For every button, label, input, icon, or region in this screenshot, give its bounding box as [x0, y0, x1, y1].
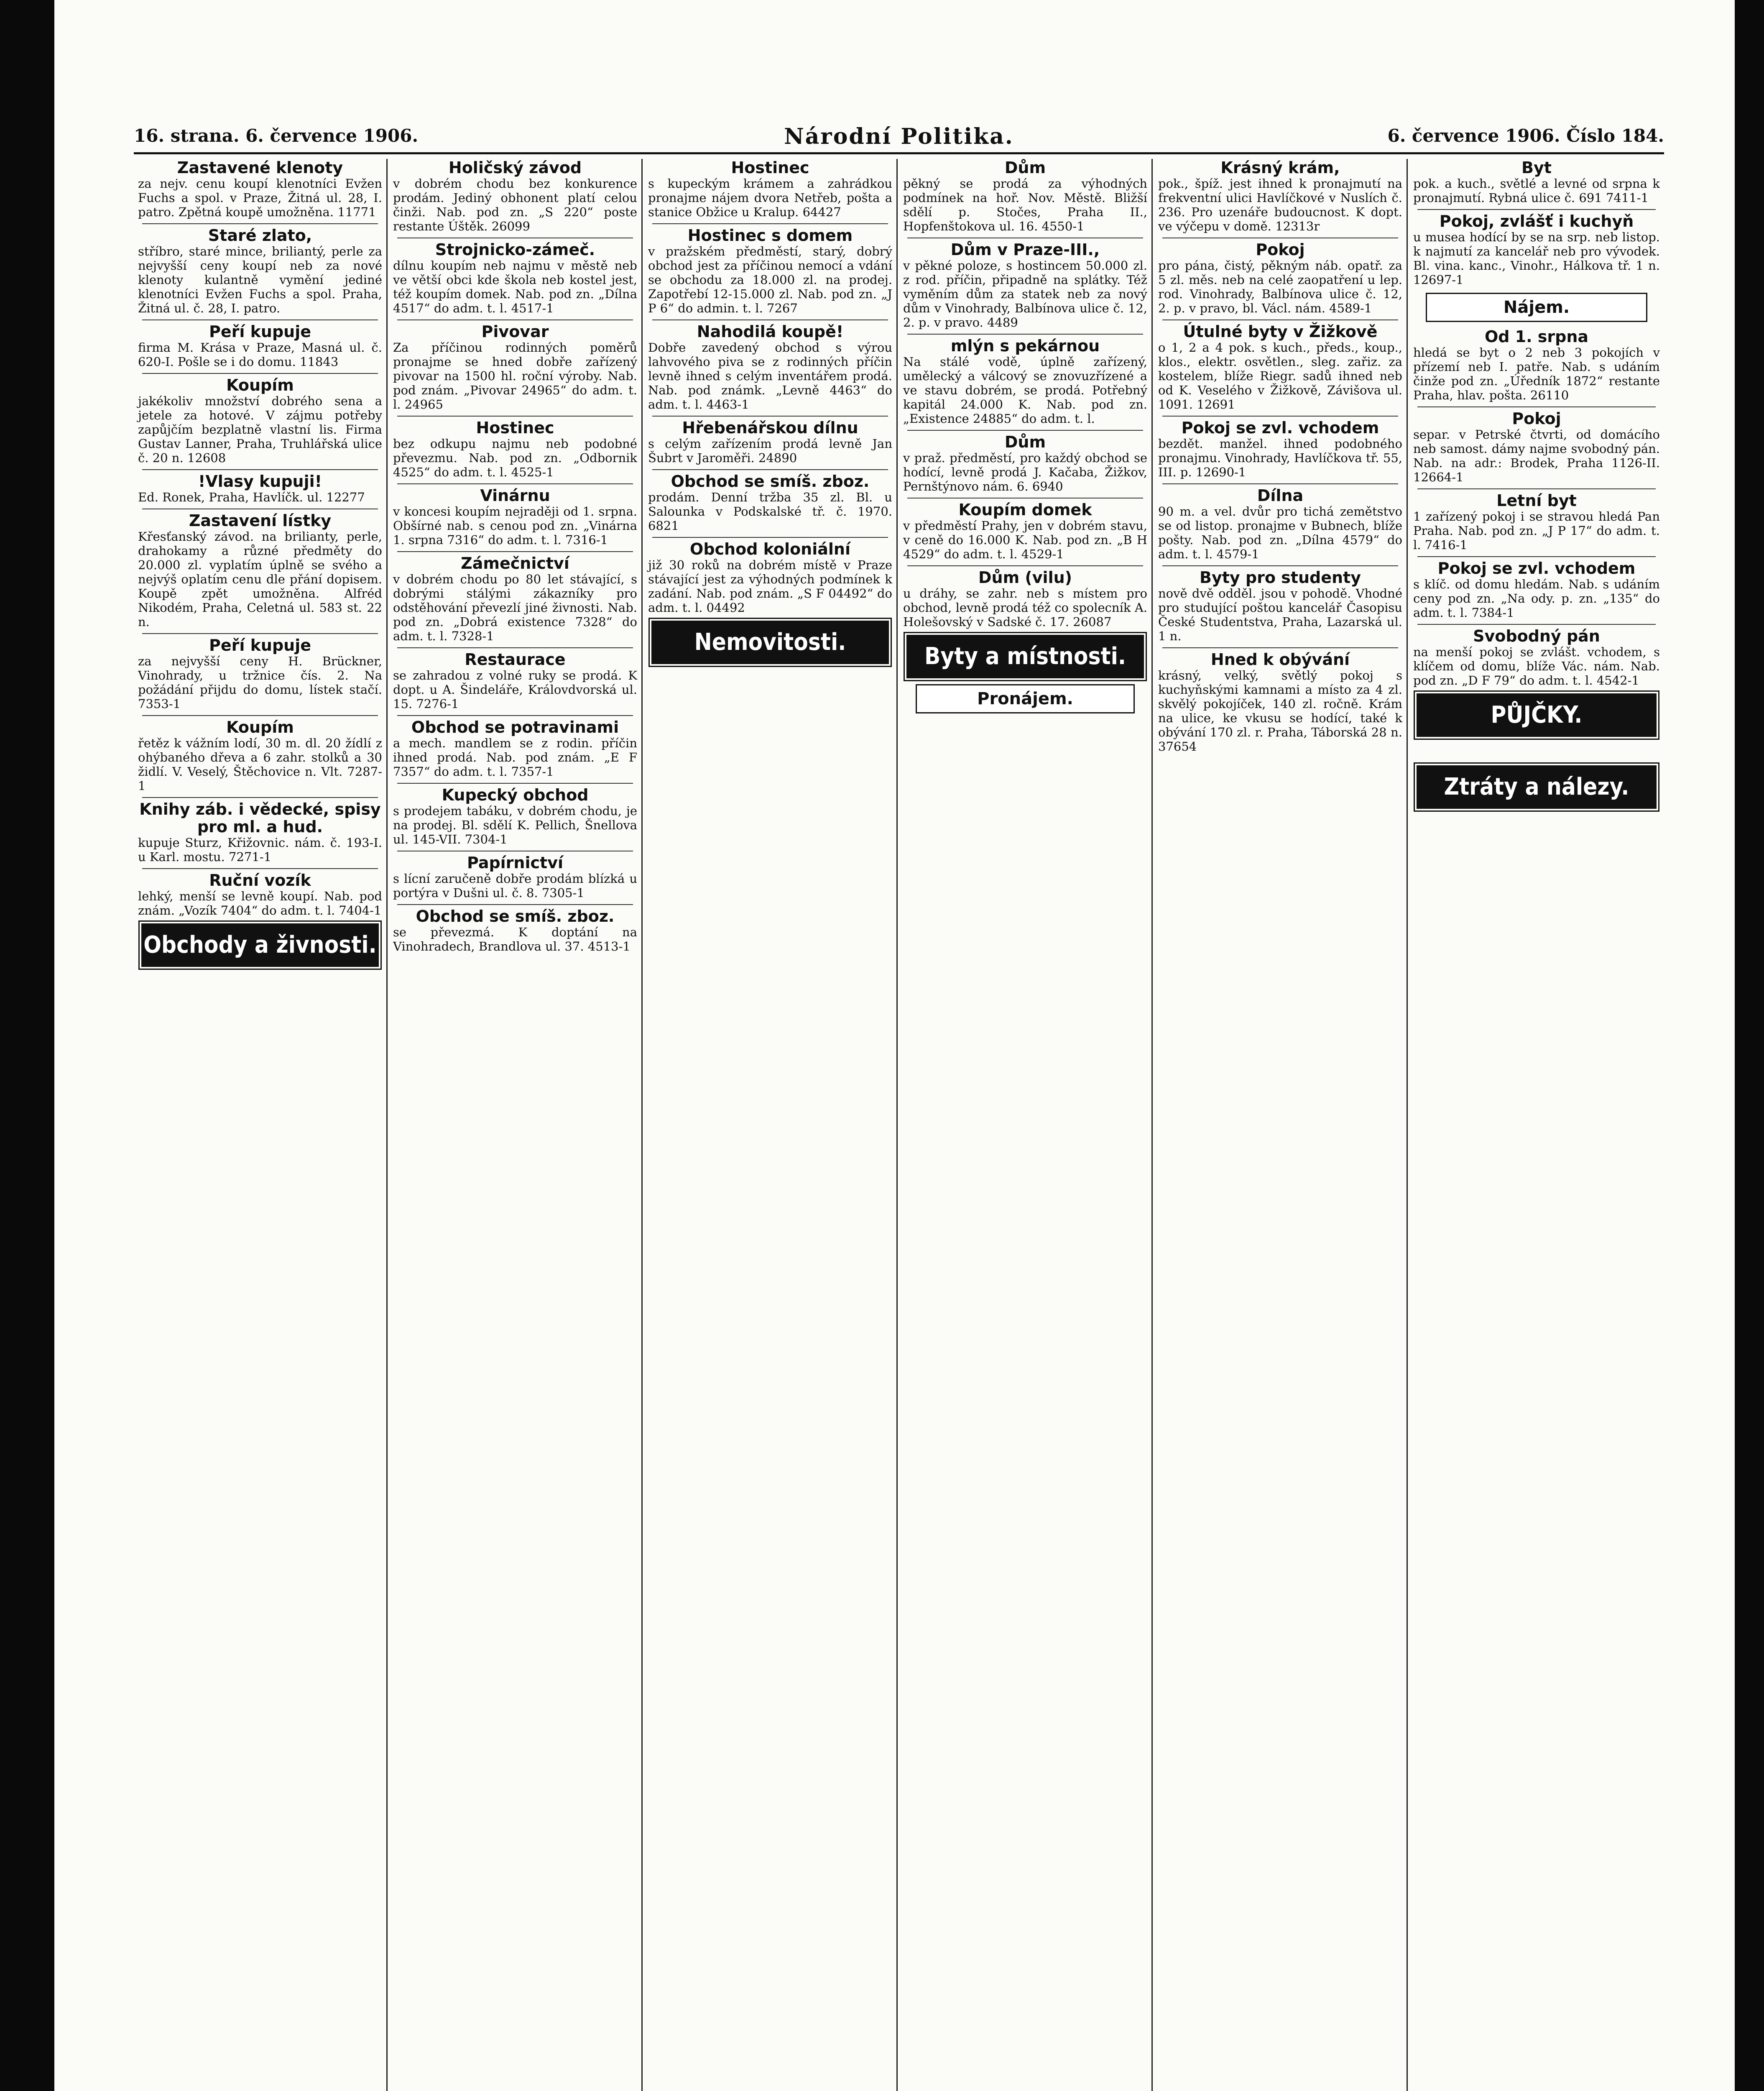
ad-text: v předměstí Prahy, jen v dobrém stavu, v ceně do 16.000 K. Nab. pod zn. „B H 4529“ do adm. t. l. 4529-1	[903, 519, 1147, 561]
ad-text: hledá se byt o 2 neb 3 pokojích v přízemí neb I. patře. Nab. s udáním činže pod zn. „Úředník 1872“ restante Praha, hlav. pošta. 26110	[1413, 345, 1660, 402]
ad-headline: Peří kupuje	[209, 322, 311, 341]
classified-ad	[393, 555, 637, 643]
column-6	[1409, 159, 1664, 2091]
ad-headline: Dům (vilu)	[978, 568, 1072, 587]
ad-text: řetěz k vážním lodí, 30 m. dl. 20 žídlí z ohýbaného dřeva a 6 zahr. stolků a 30 židlí. V. Veselý, Štěchovice n. Vlt. 7287-1	[138, 736, 382, 793]
ad-text: Za příčinou rodinných poměrů pronajme se hned dobře zařízený pivovar na 1500 hl. roční výroby. Nab. pod znám. „Pivovar 24965“ do adm. t. l. 24965	[393, 340, 637, 412]
divider	[652, 469, 888, 470]
ad-text: u musea hodící by se na srp. neb listop. k najmutí za kancelář neb pro vývodek. Bl. vina. kanc., Vinohr., Hálkova tř. 1 n. 12697-1	[1413, 230, 1660, 287]
page-number: 16. strana. 6. července 1906.	[134, 125, 419, 146]
page-header	[134, 125, 1664, 154]
classified-ad	[648, 227, 892, 315]
classified-ad	[138, 323, 382, 369]
classified-ad	[1413, 410, 1660, 484]
ad-text: s lícní zaručeně dobře prodám blízká u portýra v Dušni ul. č. 8. 7305-1	[393, 872, 637, 900]
column-3	[644, 159, 898, 2091]
ad-headline: Koupím domek	[958, 501, 1092, 519]
classified-ad	[138, 227, 382, 315]
ad-headline: Pokoj, zvlášť i kuchyň	[1439, 212, 1634, 230]
divider	[142, 797, 378, 798]
divider	[1417, 406, 1656, 407]
ad-headline: Hostinec	[731, 159, 809, 177]
divider	[142, 633, 378, 634]
ad-text: se zahradou z volné ruky se prodá. K dopt. u A. Šindeláře, Královdvorská ul. 15. 7276-1	[393, 668, 637, 711]
classified-ad	[1413, 560, 1660, 620]
classified-ad	[138, 512, 382, 629]
column-4	[899, 159, 1153, 2091]
divider	[1417, 556, 1656, 557]
divider	[397, 715, 633, 716]
divider	[142, 469, 378, 470]
divider	[1417, 488, 1656, 489]
ad-text: v koncesi koupím nejraději od 1. srpna. Obšírné nab. s cenou pod zn. „Vinárna 1. srpna 7316“ do adm. t. l. 7316-1	[393, 504, 637, 547]
classified-ad	[648, 323, 892, 412]
classified-ad	[138, 800, 382, 864]
divider	[142, 373, 378, 374]
divider	[397, 416, 633, 417]
ad-headline: Knihy záb. i vědecké, spisy pro ml. a hud.	[139, 800, 381, 836]
column-5	[1154, 159, 1408, 2091]
ad-text: v praž. předměstí, pro každý obchod se hodící, levně prodá J. Kačaba, Žižkov, Pernštýnovo nám. 6. 6940	[903, 451, 1147, 493]
ad-text: Křesťanský závod. na brilianty, perle, drahokamy a různé předměty do 20.000 zl. vyplatím úplně se svého a nejvýš oplatím cenu dle přání dopisem. Koupě zpět umožněna. Alfréd Nikodém, Praha, Celetná ul. 583 st. 22 n.	[138, 529, 382, 629]
classified-ad	[1158, 323, 1402, 412]
ad-headline: Zastavené klenoty	[177, 159, 343, 177]
ad-text: s prodejem tabáku, v dobrém chodu, je na prodej. Bl. sdělí K. Pellich, Šnellova ul. 145-VII. 7304-1	[393, 804, 637, 846]
ad-headline: Strojnicko-zámeč.	[435, 240, 595, 259]
classified-ad	[903, 337, 1147, 426]
ad-text: v dobrém chodu bez konkurence prodám. Jediný obhonent platí celou činži. Nab. pod zn. „S 220“ poste restante Úštěk. 26099	[393, 176, 637, 233]
divider	[397, 647, 633, 648]
ad-text: se převezmá. K doptání na Vinohradech, Brandlova ul. 37. 4513-1	[393, 925, 637, 953]
classified-ad	[903, 433, 1147, 493]
ad-text: s klíč. od domu hledám. Nab. s udáním ceny pod zn. „Na ody. p. zn. „135“ do adm. t. l. 7384-1	[1413, 577, 1660, 620]
ad-headline: Kupecký obchod	[442, 786, 589, 804]
classified-ad	[138, 637, 382, 711]
ad-headline: Hřebenářskou dílnu	[682, 419, 858, 437]
ad-text: stříbro, staré mince, briliantý, perle za nejvyšší ceny koupí neb za nové klenoty kulantně vymění jediné klenotníci Evžen Fuchs a spol. Praha, Žitná ul. č. 28, I. patro.	[138, 244, 382, 315]
classified-ad	[1413, 159, 1660, 205]
classified-ad	[393, 907, 637, 953]
ad-text: firma M. Krása v Praze, Masná ul. č. 620-I. Pošle se i do domu. 11843	[138, 340, 382, 369]
ad-headline: Obchod koloniální	[690, 540, 850, 558]
divider	[907, 430, 1143, 431]
ad-headline: Koupím	[226, 718, 294, 736]
ad-headline: Pokoj	[1512, 409, 1561, 428]
ad-headline: Pokoj se zvl. vchodem	[1437, 559, 1636, 578]
ad-headline: Peří kupuje	[209, 636, 311, 654]
ad-text: krásný, velký, světlý pokoj s kuchyňskými kamnami a místo za 4 zl. skvělý pokojíček, 140 zl. ročně. Krám na ulice, ke vkusu se hodící, také k obývání 170 zl. r. Praha, Táborská 28 n. 37654	[1158, 668, 1402, 754]
ad-text: jakékoliv množství dobrého sena a jetele za hotové. V zájmu potřeby zapůjčím bezplatně vlastní lis. Firma Gustav Lanner, Praha, Truhlářská ulice č. 20 n. 12608	[138, 394, 382, 465]
classified-ad	[1413, 328, 1660, 402]
ad-text: bez odkupu najmu neb podobné převezmu. Nab. pod zn. „Odbornik 4525“ do adm. t. l. 4525-1	[393, 437, 637, 479]
ad-headline: Dům v Praze-III.,	[950, 240, 1100, 259]
classified-ad	[138, 718, 382, 793]
ad-headline: Pivovar	[481, 322, 549, 341]
ad-headline: Útulné byty v Žižkově	[1183, 322, 1378, 341]
issue-number: 6. července 1906. Číslo 184.	[1387, 125, 1664, 146]
classified-ad	[903, 569, 1147, 629]
ad-headline: Obchod se potravinami	[411, 718, 619, 736]
classified-ad	[138, 159, 382, 219]
ad-headline: Koupím	[226, 376, 294, 394]
classified-ad	[393, 651, 637, 711]
column-2	[389, 159, 643, 2091]
divider	[1162, 565, 1398, 566]
divider	[142, 715, 378, 716]
ad-text: Na stálé vodě, úplně zařízený, umělecký a válcový se znovuzřízené a ve stavu dobrém, se prodá. Potřebný kapitál 24.000 K. Nab. pod zn. „Existence 24885“ do adm. t. l.	[903, 355, 1147, 426]
ad-headline: Staré zlato,	[208, 226, 312, 245]
subsection-pronajem: Pronájem.	[916, 684, 1135, 713]
ad-text: pro pána, čistý, pěkným náb. opatř. za 5 zl. měs. neb na celé zaopatření u lep. rod. Vinohrady, Balbínova ulice č. 12, 2. p. v pravo, bl. Václ. nám. 4589-1	[1158, 258, 1402, 315]
classified-ad	[393, 487, 637, 547]
ad-headline: Ruční vozík	[209, 871, 311, 890]
divider	[652, 223, 888, 224]
ad-text: prodám. Denní tržba 35 zl. Bl. u Salounka v Podskalské tř. č. 1970. 6821	[648, 490, 892, 533]
classified-ad	[393, 241, 637, 315]
classified-ad	[648, 419, 892, 465]
ad-text: Ed. Ronek, Praha, Havlíčk. ul. 12277	[138, 490, 365, 504]
ad-headline: Hostinec	[476, 419, 554, 437]
ad-headline: Letní byt	[1496, 491, 1577, 510]
subsection-najem: Nájem.	[1426, 293, 1647, 322]
classified-ad	[393, 159, 637, 233]
ad-text: separ. v Petrské čtvrti, od domácího neb samost. dámy najme svobodný pán. Nab. na adr.: Brodek, Praha 1126-II. 12664-1	[1413, 427, 1660, 484]
divider	[907, 334, 1143, 335]
ad-text: o 1, 2 a 4 pok. s kuch., předs., koup., klos., elektr. osvětlen., sleg. zařiz. za kostelem, blíže Riegr. sadů ihned neb od K. Veselého v Žižkově, Závišova ul. 1091. 12691	[1158, 340, 1402, 412]
ad-text: s celým zařízením prodá levně Jan Šubrt v Jaroměři. 24890	[648, 437, 892, 465]
divider	[907, 565, 1143, 566]
ad-headline: Krásný krám,	[1220, 159, 1340, 177]
classified-ad	[1413, 492, 1660, 552]
ad-headline: Od 1. srpna	[1484, 327, 1589, 346]
ad-text: lehký, menší se levně koupí. Nab. pod znám. „Vozík 7404“ do adm. t. l. 7404-1	[138, 889, 382, 918]
ad-text: v pěkné poloze, s hostincem 50.000 zl. z rod. příčin, připadně na splátky. Též vyměním dům za statek neb za nový dům v Vinohrady, Balbínova ulice č. 12, 2. p. v pravo. 4489	[903, 258, 1147, 330]
classified-ad	[903, 241, 1147, 330]
ad-headline: Byty pro studenty	[1200, 568, 1361, 587]
classified-ad	[648, 540, 892, 615]
section-banner-byty: Byty a místnosti.	[906, 635, 1144, 678]
classified-ad	[648, 159, 892, 219]
section-banner-obchody: Obchody a živnosti.	[141, 923, 379, 967]
divider	[142, 868, 378, 869]
ad-text: dílnu koupím neb najmu v městě neb ve větší obci kde škola neb kostel jest, též koupím domek. Nab. pod zn. „Dílna 4517“ do adm. t. l. 4517-1	[393, 258, 637, 315]
ad-columns	[134, 159, 1664, 2091]
classified-ad	[1158, 241, 1402, 315]
ad-headline: Dům	[1004, 433, 1046, 451]
divider	[1162, 647, 1398, 648]
classified-ad	[393, 854, 637, 900]
classified-ad	[393, 786, 637, 846]
section-banner-pujcky: PŮJČKY.	[1417, 693, 1657, 737]
masthead-title: Národní Politika.	[784, 124, 1014, 149]
divider	[397, 904, 633, 905]
classified-ad	[1158, 159, 1402, 233]
classified-ad	[1158, 651, 1402, 754]
ad-text: na menší pokoj se zvlášt. vchodem, s klíčem od domu, blíže Vác. nám. Nab. pod zn. „D F 79“ do adm. t. l. 4542-1	[1413, 645, 1660, 688]
ad-text: již 30 roků na dobrém místě v Praze stávající jest za výhodných podmínek k zadání. Nab. pod znám. „S F 04492“ do adm. t. l. 04492	[648, 558, 892, 615]
classified-ad	[1413, 627, 1660, 688]
ad-text: Dobře zavedený obchod s výrou lahvového piva se z rodinných příčin levně ihned s celým inventářem prodá. Nab. pod známk. „Levně 4463“ do adm. t. l. 4463-1	[648, 340, 892, 412]
spacer	[1409, 743, 1664, 759]
ad-headline: Byt	[1521, 159, 1552, 177]
divider	[652, 416, 888, 417]
divider	[652, 537, 888, 538]
ad-headline: Zastavení lístky	[189, 511, 332, 530]
classified-ad	[138, 376, 382, 465]
ad-text: v dobrém chodu po 80 let stávající, s dobrými stálými zákazníky pro odstěhování převezlí jiné živnosti. Nab. pod zn. „Dobrá existence 7328“ do adm. t. l. 7328-1	[393, 572, 637, 643]
ad-headline: Hostinec s domem	[687, 226, 853, 245]
ad-text: s kupeckým krámem a zahrádkou pronajme nájem dvora Netřeb, pošta a stanice Obžice u Kralup. 64427	[648, 176, 892, 219]
ad-headline: mlýn s pekárnou	[950, 337, 1100, 355]
classified-ad	[1158, 569, 1402, 643]
ad-text: kupuje Sturz, Křižovnic. nám. č. 193-I. u Karl. mostu. 7271-1	[138, 836, 382, 864]
ad-text: bezdět. manžel. ihned podobného pronajmu. Vinohrady, Havlíčkova tř. 55, III. p. 12690-1	[1158, 437, 1402, 479]
ad-headline: Papírnictví	[467, 854, 563, 872]
classified-ad	[1158, 419, 1402, 479]
ad-headline: Obchod se smíš. zboz.	[416, 907, 615, 925]
classified-ad	[1413, 212, 1660, 287]
ad-text: 90 m. a vel. dvůr pro tichá zemětstvo se od listop. pronajme v Bubnech, blíže pošty. Nab. pod zn. „Dílna 4579“ do adm. t. l. 4579-1	[1158, 504, 1402, 561]
divider	[397, 551, 633, 552]
divider	[142, 223, 378, 224]
ad-headline: Vinárnu	[480, 486, 550, 505]
classified-ad	[648, 473, 892, 533]
ad-headline: Dílna	[1257, 486, 1304, 505]
ad-headline: Obchod se smíš. zboz.	[671, 472, 870, 491]
ad-headline: Pokoj se zvl. vchodem	[1181, 419, 1379, 437]
ad-text: a mech. mandlem se z rodin. příčin ihned prodá. Nab. pod znám. „E F 7357“ do adm. t. l. 7357-1	[393, 736, 637, 779]
ad-headline: Dům	[1004, 159, 1046, 177]
scan-border-right	[1735, 0, 1764, 2091]
classified-ad	[393, 718, 637, 779]
ad-headline: Pokoj	[1256, 240, 1305, 259]
classified-ad	[393, 323, 637, 412]
divider	[1162, 416, 1398, 417]
classified-ad	[393, 419, 637, 479]
ad-headline: !Vlasy kupuji!	[198, 472, 322, 491]
divider	[1162, 483, 1398, 484]
ad-text: v pražském předměstí, starý, dobrý obchod jest za příčinou nemocí a vdání se obchodu za 18.000 zl. na prodej. Zapotřebí 12-15.000 zl. Nab. pod zn. „J P 6“ do admin. t. l. 7267	[648, 244, 892, 315]
ad-text: 1 zařízený pokoj i se stravou hledá Pan Praha. Nab. pod zn. „J P 17“ do adm. t. l. 7416-1	[1413, 509, 1660, 552]
classified-ad	[903, 159, 1147, 233]
ad-text: pok., špíž. jest ihned k pronajmutí na frekventní ulici Havlíčkové v Nuslích č. 236. Pro uzenáře budoucnost. K dopt. ve výčepu v domě. 12313r	[1158, 176, 1402, 233]
classified-ad	[903, 501, 1147, 561]
ad-text: u dráhy, se zahr. neb s místem pro obchod, levně prodá též co spolecník A. Holešovský v Sadské č. 17. 26087	[903, 586, 1147, 629]
divider	[397, 483, 633, 484]
divider	[1417, 209, 1656, 210]
ad-text: za nejvyšší ceny H. Brückner, Vinohrady, u tržnice čís. 2. Na požádání přijdu do domu, lístek stačí. 7353-1	[138, 654, 382, 711]
divider	[1417, 624, 1656, 625]
ad-text: pěkný se prodá za výhodných podmínek na hoř. Nov. Městě. Bližší sdělí p. Stočes, Praha II., Hopfenštokova ul. 16. 4550-1	[903, 176, 1147, 233]
ad-headline: Nahodilá koupě!	[697, 322, 844, 341]
section-banner-ztraty: Ztráty a nálezy.	[1417, 765, 1657, 809]
ad-headline: Restaurace	[465, 650, 566, 669]
divider	[397, 783, 633, 784]
ad-headline: Holičský závod	[448, 159, 582, 177]
scan-border-left	[0, 0, 54, 2091]
ad-text: pok. a kuch., světlé a levné od srpna k pronajmutí. Rybná ulice č. 691 7411-1	[1413, 176, 1660, 205]
ad-text: nově dvě odděl. jsou v pohodě. Vhodné pro studující poštou kancelář Časopisu České Studentstva, Praha, Lazarská ul. 1 n.	[1158, 586, 1402, 643]
ad-headline: Hned k obývání	[1210, 650, 1350, 669]
ad-text: za nejv. cenu koupí klenotníci Evžen Fuchs a spol. v Praze, Žitná ul. 28, I. patro. Zpětná koupě umožněna. 11771	[138, 176, 382, 219]
ad-headline: Svobodný pán	[1473, 627, 1600, 645]
classified-ad	[138, 473, 382, 504]
section-banner-nemovitosti: Nemovitosti.	[651, 621, 889, 664]
classified-ad	[1158, 487, 1402, 561]
column-1	[134, 159, 388, 2091]
classified-ad	[138, 872, 382, 918]
ad-headline: Zámečnictví	[461, 554, 569, 573]
